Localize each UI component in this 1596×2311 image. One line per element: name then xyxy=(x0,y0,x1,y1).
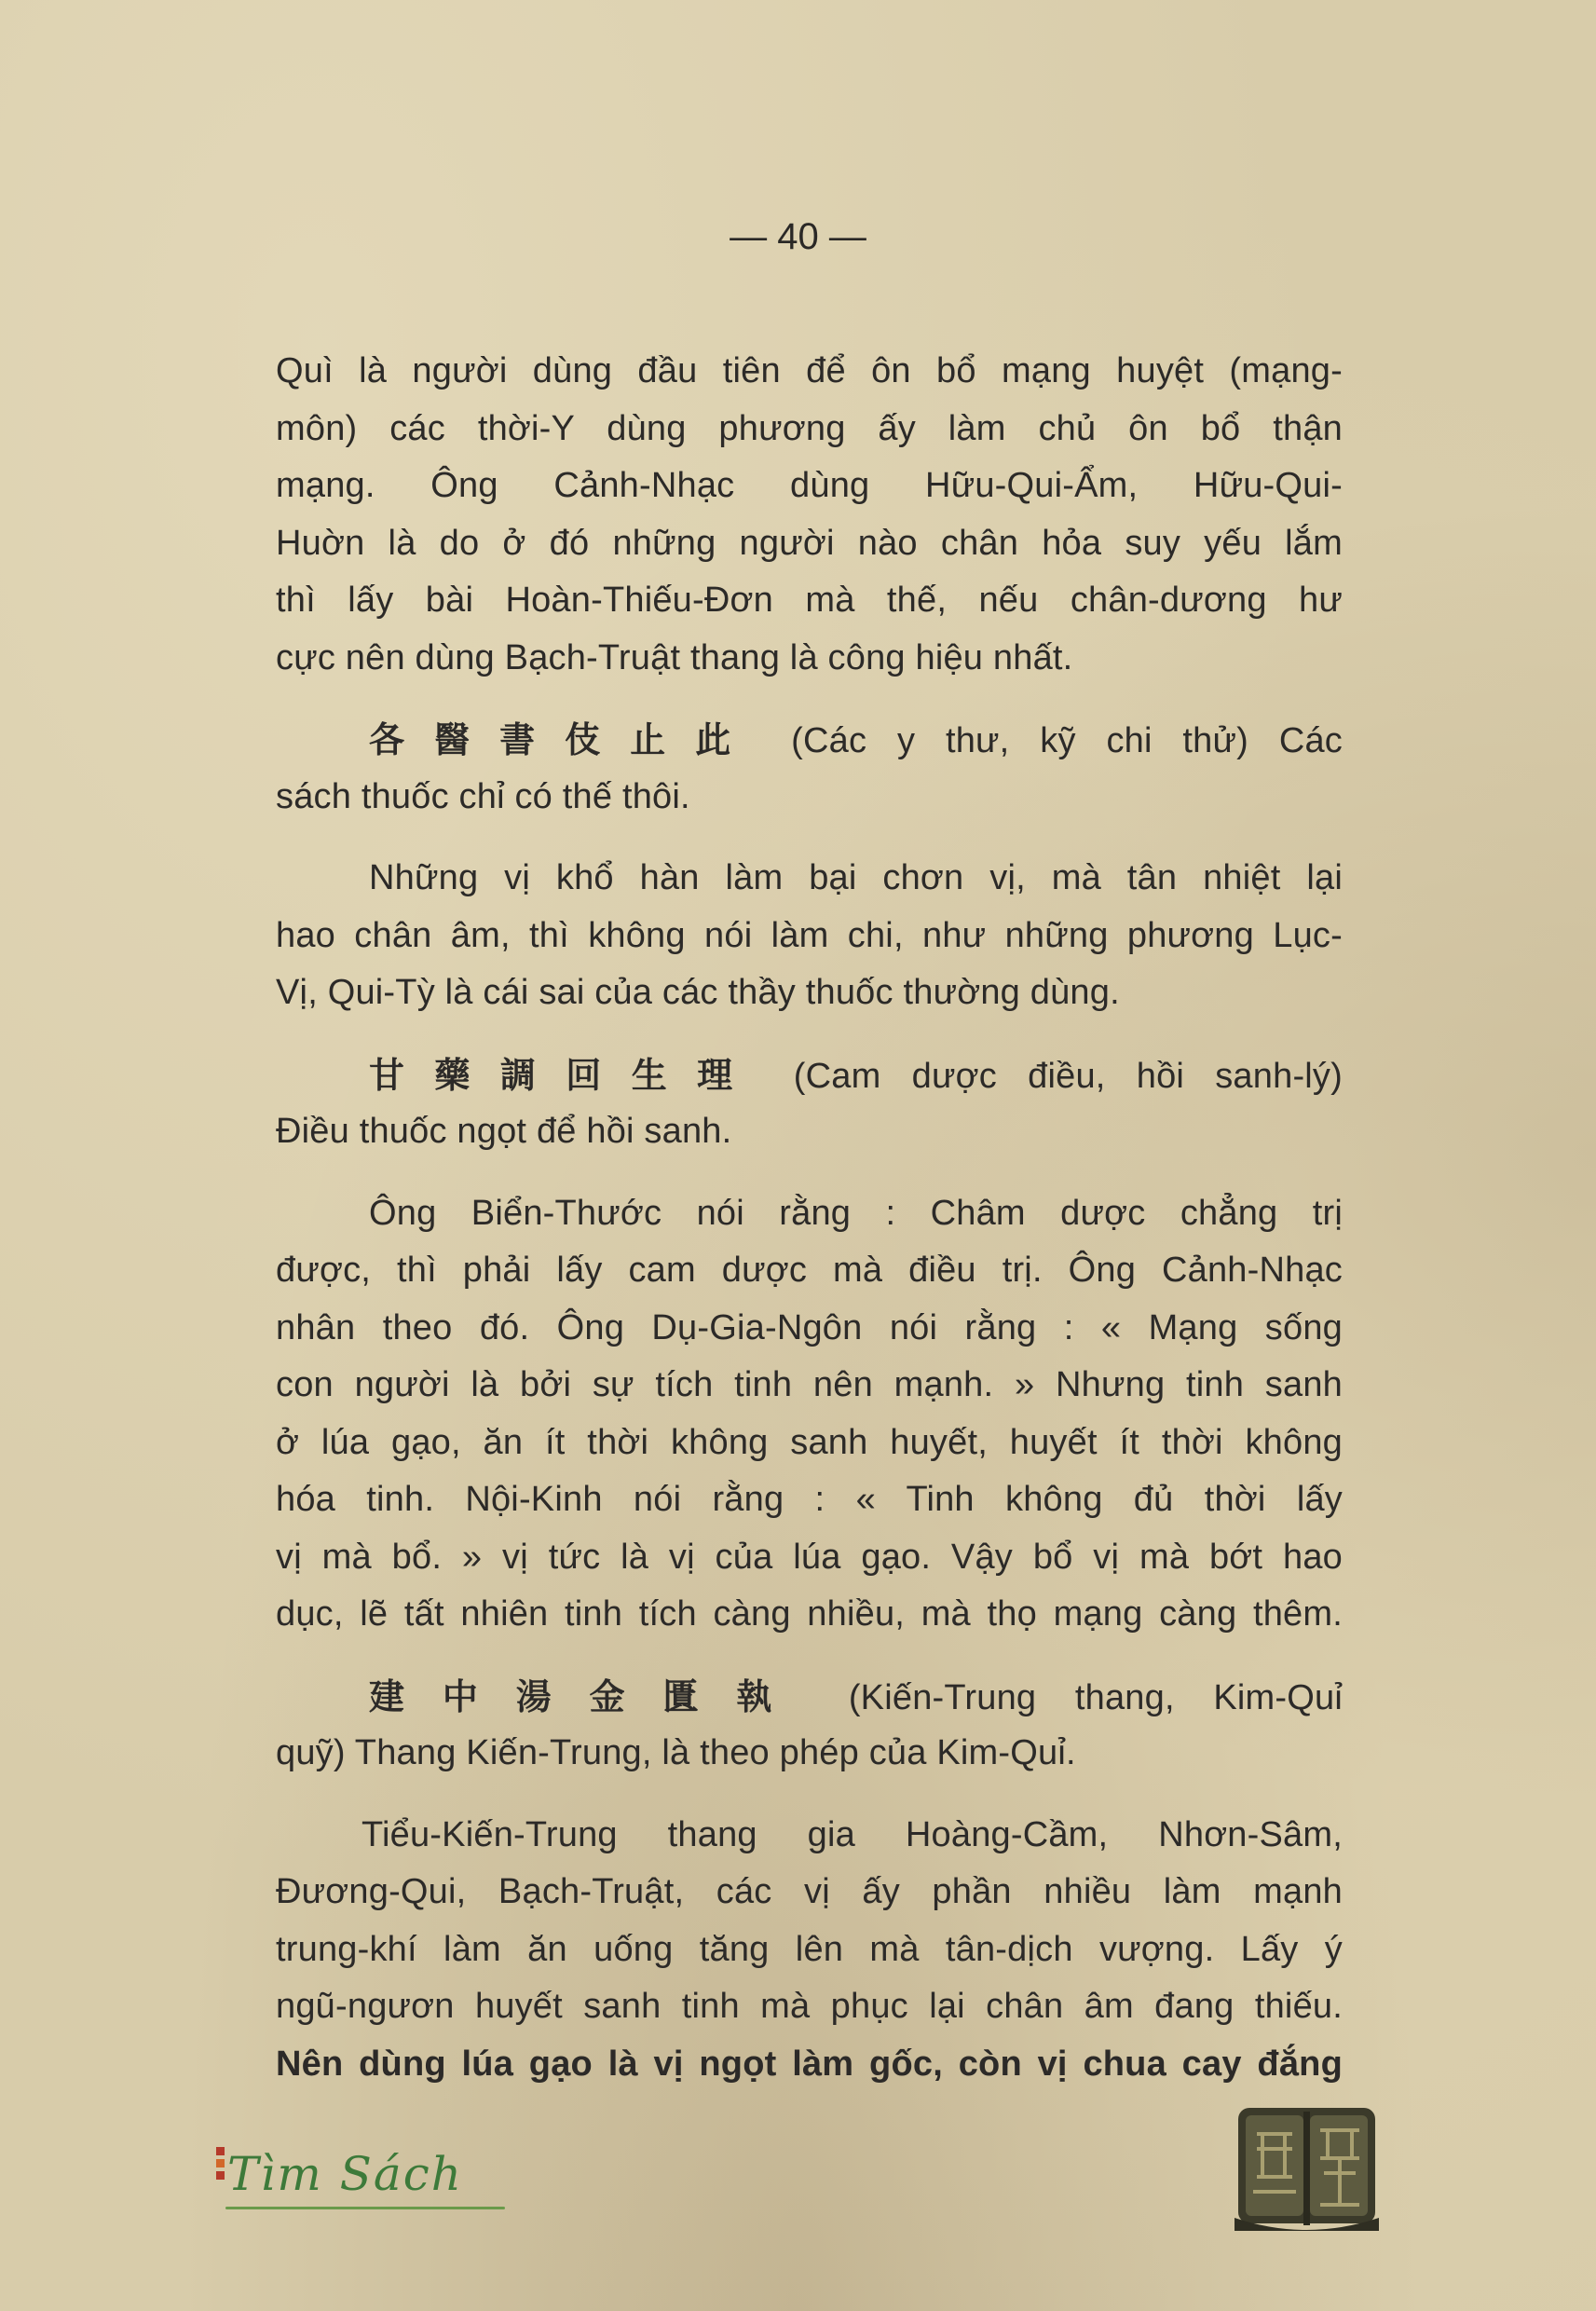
text-line: thì lấy bài Hoàn-Thiếu-Đơn mà thế, nếu chân-dương hư xyxy=(276,581,1343,620)
text-line: Vị, Qui-Tỳ là cái sai của các thầy thuốc thường dùng. xyxy=(276,973,1120,1012)
text-line: ngũ-ngươn huyết sanh tinh mà phục lại chân âm đang thiếu. xyxy=(276,1987,1343,2026)
heading-line xyxy=(276,711,1343,769)
text-line: được, thì phải lấy cam dược mà điều trị. Ông Cảnh-Nhạc xyxy=(276,1251,1343,1290)
chinese-heading: 甘藥調回生理 xyxy=(369,1053,763,1096)
text-line: mạng. Ông Cảnh-Nhạc dùng Hữu-Qui-Ẩm, Hữu-Qui- xyxy=(276,466,1343,505)
text-line: Quì là người dùng đầu tiên để ôn bổ mạng huyệt (mạng- xyxy=(276,351,1343,390)
text-line: trung-khí làm ăn uống tăng lên mà tân-dịch vượng. Lấy ý xyxy=(276,1929,1343,1969)
heading-translation: (Cam dược điều, hồi sanh-lý) xyxy=(793,1056,1343,1096)
page-text xyxy=(276,343,1343,2093)
text-line: hóa tinh. Nội-Kinh nói rằng : « Tinh không đủ thời lấy xyxy=(276,1480,1343,1519)
text-line: Tiểu-Kiến-Trung thang gia Hoàng-Cầm, Nhơn-Sâm, xyxy=(361,1814,1343,1854)
text-line: môn) các thời-Y dùng phương ấy làm chủ ôn bổ thận xyxy=(276,408,1343,448)
heading-line xyxy=(276,1046,1343,1104)
text-line: ở lúa gạo, ăn ít thời không sanh huyết, huyết ít thời không xyxy=(276,1422,1343,1462)
chinese-heading: 各醫書伎止此 xyxy=(369,718,761,760)
text-line: Huờn là do ở đó những người nào chân hỏa suy yếu lắm xyxy=(276,523,1343,563)
logo-text: Tìm Sách xyxy=(227,2147,463,2201)
heading-translation: (Các y thư, kỹ chi thử) Các xyxy=(791,721,1343,760)
text-line: Điều thuốc ngọt để hồi sanh. xyxy=(276,1112,732,1151)
text-line: Đương-Qui, Bạch-Truật, các vị ấy phần nhiều làm mạnh xyxy=(276,1872,1343,1911)
text-line: con người là bởi sự tích tinh nên mạnh. » Nhưng tinh sanh xyxy=(276,1365,1343,1404)
text-line: vị mà bổ. » vị tức là vị của lúa gạo. Vậy bổ vị mà bớt hao xyxy=(276,1537,1343,1577)
text-line: hao chân âm, thì không nói làm chi, như những phương Lục- xyxy=(276,915,1343,955)
text-line: quỹ) Thang Kiến-Trung, là theo phép của Kim-Quỉ. xyxy=(276,1733,1076,1772)
text-line: dục, lẽ tất nhiên tinh tích càng nhiều, mà thọ mạng càng thêm. xyxy=(276,1594,1343,1634)
text-line: nhân theo đó. Ông Dụ-Gia-Ngôn nói rằng : « Mạng sống xyxy=(276,1307,1343,1347)
logo-dots-icon xyxy=(216,2147,225,2183)
chinese-heading: 建中湯金匱執 xyxy=(369,1675,811,1717)
text-line: Nên dùng lúa gạo là vị ngọt làm gốc, còn vị chua cay đắng xyxy=(276,2044,1343,2084)
timsach-logo xyxy=(216,2143,524,2218)
text-line: sách thuốc chỉ có thế thôi. xyxy=(276,776,690,816)
text-line: cực nên dùng Bạch-Truật thang là công hiệu nhất. xyxy=(276,637,1073,677)
heading-line xyxy=(276,1668,1343,1726)
book-seal-icon xyxy=(1235,2102,1379,2235)
text-line: Ông Biển-Thước nói rằng : Châm dược chẳng trị xyxy=(369,1193,1343,1233)
page-number: — 40 — xyxy=(730,216,866,257)
heading-translation: (Kiến-Trung thang, Kim-Quỉ xyxy=(848,1677,1343,1717)
logo-underline xyxy=(225,2207,505,2209)
text-line: Những vị khổ hàn làm bại chơn vị, mà tân nhiệt lại xyxy=(369,858,1343,897)
